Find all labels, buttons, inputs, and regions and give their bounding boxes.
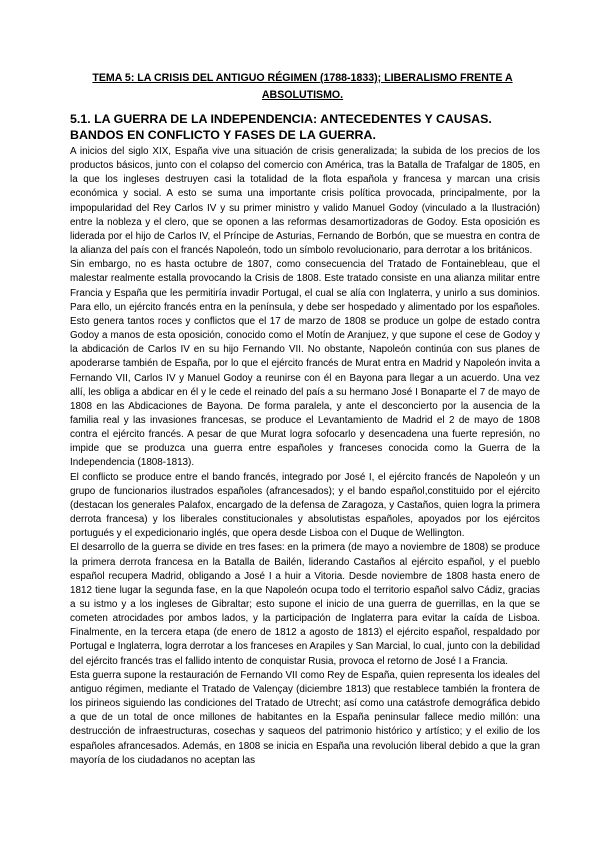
paragraph: Sin embargo, no es hasta octubre de 1807, como consecuencia del Tratado de Fontainebleau, que el malestar realmente estalla provocando la Crisis de 1808. Este tratado consiste en una alianza militar entre Francia y España que les permitiría invadir Portugal, el cual se alía con Inglaterra, y unirlo a sus dominios. Para ello, un ejército francés entra en la península, y debe ser hospedado y alimentado por los españoles. Esto genera tantos roces y conflictos que el 17 de marzo de 1808 se produce un golpe de estado contra Godoy a manos de esta oposición, conocido como el Motín de Aranjuez, y que supone el cese de Godoy y la abdicación de Carlos IV en su hijo Fernando VII. No obstante, Napoleón continúa con sus planes de apoderarse también de España, por lo que el ejército francés de Murat entra en Madrid y Napoleón invita a Fernando VII, Carlos IV y Manuel Godoy a reunirse con él en Bayona para llegar a un acuerdo. Una vez allí, les obliga a abdicar en él y le cede el reinado del país a su hermano José I Bonaparte el 7 de mayo de 1808 en las Abdicaciones de Bayona. De forma paralela, y ante el desconcierto por la ausencia de la familia real y las invasiones francesas, se produce el Levantamiento de Madrid el 2 de mayo de 1808 contra el ejército francés. A pesar de que Murat logra sofocarlo y desencadena una fuerte represión, no impide que se produzca una guerra entre españoles y franceses conocida como la Guerra de la Independencia (1808-1813). (70, 259, 540, 469)
document-body (70, 145, 540, 768)
paragraph: A inicios del siglo XIX, España vive una situación de crisis generalizada; la subida de los precios de los productos básicos, junto con el colapso del comercio con América, tras la Batalla de Trafalgar de 1805, en la que los ingleses destruyen casi la totalidad de la flota española y francesa y marcan una crisis económica y social. A esto se suma una importante crisis política provocada, principalmente, por la impopularidad del Rey Carlos IV y su primer ministro y valido Manuel Godoy (vinculado a la Ilustración) entre la nobleza y el clero, que se oponen a las reformas desamortizadoras de Godoy. Esta oposición es liderada por el hijo de Carlos IV, el Príncipe de Asturias, Fernando de Borbón, que se muestra en contra de la alianza del país con el francés Napoleón, todo un símbolo revolucionario, para derrotar a los británicos. (70, 146, 540, 257)
document-title: TEMA 5: LA CRISIS DEL ANTIGUO RÉGIMEN (1788-1833); LIBERALISMO FRENTE A ABSOLUTISMO. (92, 72, 513, 101)
paragraph: Esta guerra supone la restauración de Fernando VII como Rey de España, quien representa los ideales del antiguo régimen, mediante el Tratado de Valençay (diciembre 1813) que restablece también la frontera de los pirineos siguiendo las condiciones del Tratado de Utrecht; así como una catástrofe demográfica debido a que de un total de once millones de habitantes en la España peninsular fallece medio millón: una destrucción de infraestructuras, cosechas y saqueos del patrimonio histórico y artístico; y el exilio de los españoles afrancesados. Además, en 1808 se inicia en España una revolución liberal debido a que la gran mayoría de los ciudadanos no aceptan las (70, 669, 540, 766)
paragraph: El desarrollo de la guerra se divide en tres fases: en la primera (de mayo a noviembre de 1808) se produce la primera derrota francesa en la Batalla de Bailén, liderando Castaños al ejército español, y el pueblo español recupera Madrid, obligando a José I a huir a Vitoria. Desde noviembre de 1808 hasta enero de 1812 tiene lugar la segunda fase, en la que Napoleón ocupa todo el territorio español salvo Cádiz, gracias a su istmo y a los ingleses de Gibraltar; esto supone el inicio de una guerra de guerrillas, en la que se cometen atrocidades por ambos lados, y la participación de Inglaterra para evitar la caída de Lisboa. Finalmente, en la tercera etapa (de enero de 1812 a agosto de 1813) el ejército español, respaldado por Portugal e Inglaterra, logra derrotar a los franceses en Arapiles y San Marcial, lo cual, junto con la debilidad del ejército francés tras el fallido intento de conquistar Rusia, provoca el retorno de José I a Francia. (70, 542, 540, 667)
section-heading: 5.1. LA GUERRA DE LA INDEPENDENCIA: ANTECEDENTES Y CAUSAS. BANDOS EN CONFLICTO Y FASES DE LA GUERRA. (70, 112, 492, 142)
paragraph: El conflicto se produce entre el bando francés, integrado por José I, el ejército francés de Napoleón y un grupo de funcionarios ilustrados españoles (afrancesados); y el bando español,constituido por el ejército (destacan los generales Palafox, encargado de la defensa de Zaragoza, y Castaños, quien logra la primera derrota francesa) y los liberales constitucionales y absolutistas españoles, apoyados por los ejércitos portugués y el expedicionario inglés, que opera desde Lisboa con el Duque de Wellington. (70, 471, 540, 540)
